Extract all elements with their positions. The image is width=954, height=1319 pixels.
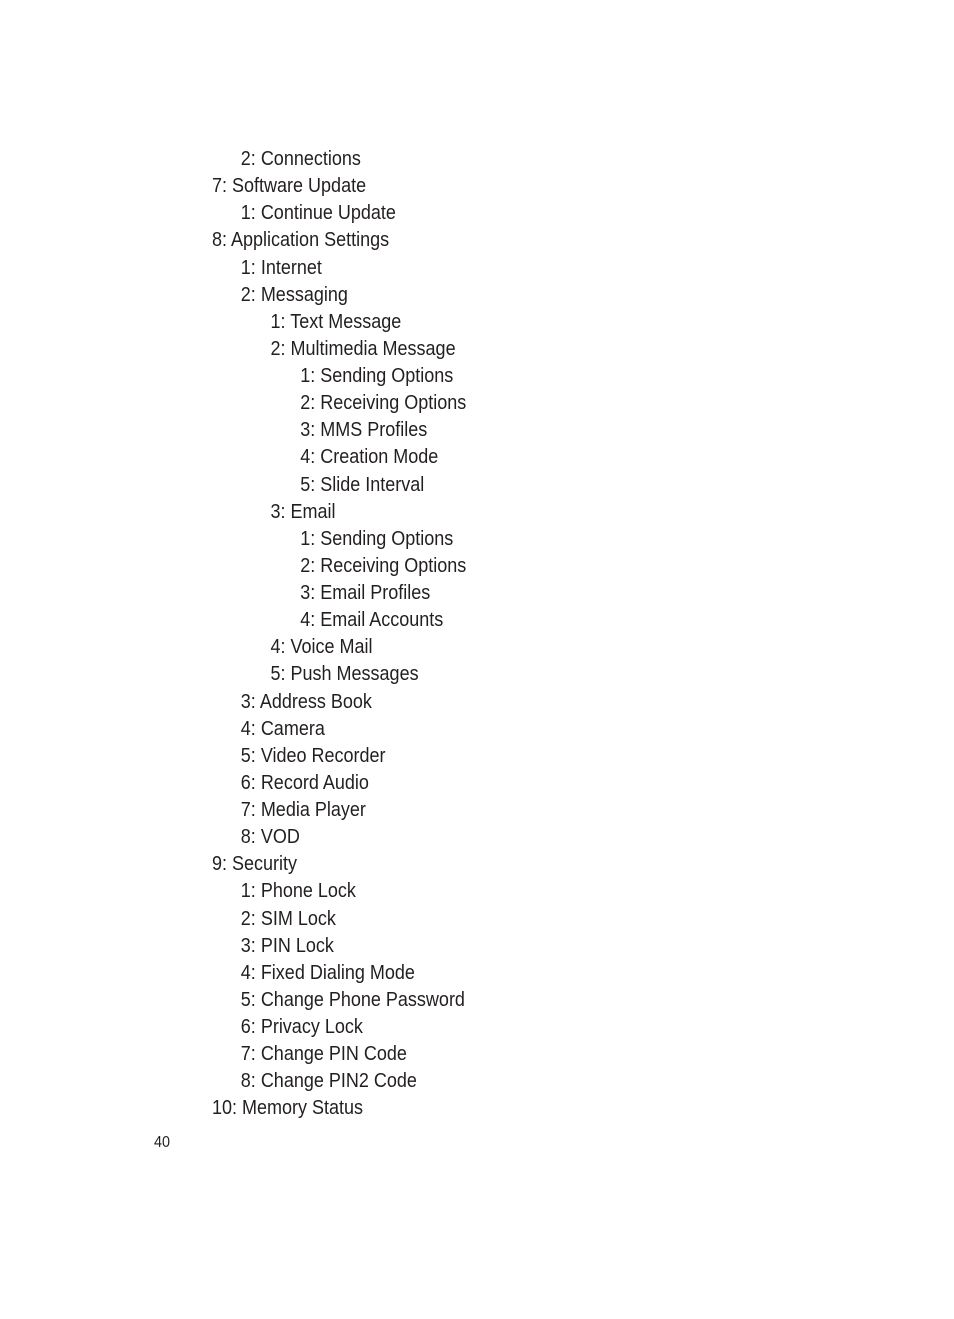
menu-item: 3: MMS Profiles <box>300 419 428 442</box>
menu-item: 6: Privacy Lock <box>240 1016 363 1038</box>
menu-item: 2: Receiving Options <box>300 554 467 577</box>
menu-item: 3: Email <box>270 500 336 523</box>
menu-item: 1: Sending Options <box>300 527 454 550</box>
menu-item: 2: Messaging <box>240 283 348 306</box>
page-number: 40 <box>154 1134 171 1151</box>
menu-item: 1: Internet <box>240 256 322 279</box>
menu-item: 6: Record Audio <box>240 771 369 794</box>
menu-item: 4: Camera <box>240 717 325 740</box>
menu-item: 3: Email Profiles <box>300 582 431 604</box>
menu-item: 4: Creation Mode <box>300 446 439 469</box>
menu-item: 1: Phone Lock <box>240 880 356 903</box>
menu-item: 8: VOD <box>240 826 300 849</box>
menu-item: 1: Text Message <box>270 310 402 333</box>
menu-item: 3: Address Book <box>240 690 372 713</box>
menu-item: 2: Connections <box>240 148 361 170</box>
menu-item: 2: Multimedia Message <box>270 337 456 360</box>
menu-item: 2: Receiving Options <box>300 392 467 415</box>
menu-item: 2: SIM Lock <box>240 907 336 930</box>
menu-item: 1: Continue Update <box>240 202 396 225</box>
menu-item: 5: Push Messages <box>270 663 419 686</box>
menu-item: 5: Video Recorder <box>240 744 386 767</box>
menu-item: 7: Media Player <box>240 799 366 821</box>
menu-item: 8: Application Settings <box>212 229 390 252</box>
menu-item: 9: Security <box>212 853 298 876</box>
menu-item: 5: Change Phone Password <box>240 988 465 1011</box>
menu-item: 7: Change PIN Code <box>240 1043 407 1066</box>
menu-item: 5: Slide Interval <box>300 473 425 496</box>
menu-item: 4: Email Accounts <box>300 609 444 632</box>
menu-tree <box>212 146 495 1123</box>
menu-item: 3: PIN Lock <box>240 934 334 957</box>
menu-item: 10: Memory Status <box>212 1097 364 1120</box>
menu-item: 8: Change PIN2 Code <box>240 1070 417 1093</box>
menu-item: 4: Voice Mail <box>270 636 373 659</box>
menu-item: 1: Sending Options <box>300 365 454 387</box>
menu-item: 4: Fixed Dialing Mode <box>240 961 415 984</box>
menu-item: 7: Software Update <box>212 175 367 198</box>
